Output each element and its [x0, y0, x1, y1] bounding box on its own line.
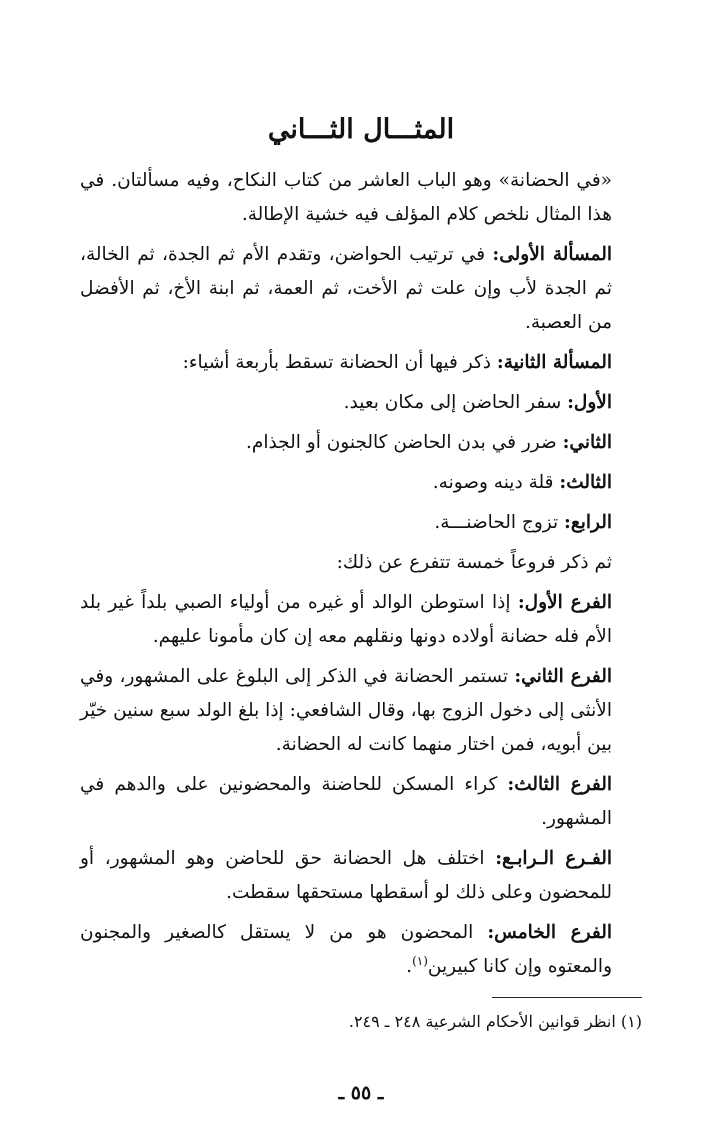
paragraph-issue-two: [80, 346, 642, 380]
paragraph-term: الفرع الأول:: [517, 592, 612, 613]
paragraph-text: اختلف هل الحضانة حق للحاضن وهو المشهور، أو للمحضون وعلى ذلك لو أسقطها مستحقها سقطت.: [80, 848, 612, 903]
paragraph-text: قلة دينه وصونه.: [432, 472, 554, 493]
paragraph-text: سفر الحاضن إلى مكان بعيد.: [343, 392, 562, 413]
paragraph-branch-two: [80, 660, 642, 762]
footnote: (١) انظر قوانين الأحكام الشرعية ٢٤٨ ـ ٢٤٩.: [348, 1012, 642, 1031]
paragraph-end: .: [406, 956, 413, 977]
page-title: المثـــال الثـــاني: [267, 114, 455, 145]
paragraph-intro: [80, 164, 642, 232]
paragraph-branches-intro: [80, 546, 642, 580]
paragraph-branch-four: [80, 842, 642, 910]
paragraph-text: المحضون هو من لا يستقل كالصغير والمجنون والمعتوه وإن كانا كبيرين: [80, 922, 612, 977]
paragraph-term: المسألة الأولى:: [492, 244, 612, 265]
paragraph-issue-one: [80, 238, 642, 340]
paragraph-term: الثالث:: [559, 472, 612, 493]
paragraph-text: «في الحضانة» وهو الباب العاشر من كتاب النكاح، وفيه مسألتان. في هذا المثال نلخص كلام المؤلف فيه خشية الإطالة.: [80, 170, 612, 225]
paragraph-first: [80, 386, 642, 420]
paragraph-fourth: [80, 506, 642, 540]
paragraph-text: إذا استوطن الوالد أو غيره من أولياء الصبي بلداً غير بلد الأم فله حضانة أولاده دونها ونقلهم معه إن كان مأمونا عليهم.: [80, 592, 612, 647]
paragraph-text: ضرر في بدن الحاضن كالجنون أو الجذام.: [245, 432, 557, 453]
footnote-marker[interactable]: (١): [412, 953, 428, 968]
paragraph-text: تستمر الحضانة في الذكر إلى البلوغ على المشهور، وفي الأنثى إلى دخول الزوج بها، وقال الشافعي: إذا بلغ الولد سبع سنين خيّر بين أبويه، فمن اختار منهما كانت له الحضانة.: [80, 666, 612, 755]
paragraph-term: المسألة الثانية:: [496, 352, 612, 373]
paragraph-text: كراء المسكن للحاضنة والمحضونين على والدهم في المشهور.: [80, 774, 612, 829]
paragraph-text: ذكر فيها أن الحضانة تسقط بأربعة أشياء:: [182, 352, 492, 373]
paragraph-term: الفرع الثالث:: [507, 774, 613, 795]
page-number: ـ ٥٥ ـ: [338, 1082, 384, 1104]
footnote-divider: [492, 997, 642, 998]
paragraph-second: [80, 426, 642, 460]
paragraph-term: الرابع:: [564, 512, 612, 533]
paragraph-term: الثاني:: [562, 432, 612, 453]
book-page: [80, 0, 642, 1136]
paragraph-text: في ترتيب الحواضن، وتقدم الأم ثم الجدة، ثم الخالة، ثم الجدة لأب وإن علت ثم الأخت، ثم العمة، ثم ابنة الأخ، ثم الأفضل من العصبة.: [80, 244, 612, 333]
paragraph-text: تزوج الحاضنـــة.: [434, 512, 559, 533]
paragraph-term: الأول:: [567, 392, 612, 413]
paragraph-third: [80, 466, 642, 500]
paragraph-branch-five: [80, 916, 642, 984]
paragraph-branch-one: [80, 586, 642, 654]
paragraph-term: الفرع الخامس:: [487, 922, 612, 943]
paragraph-term: الفرع الثاني:: [514, 666, 612, 687]
paragraph-branch-three: [80, 768, 642, 836]
paragraph-text: ثم ذكر فروعاً خمسة تتفرع عن ذلك:: [336, 552, 612, 573]
page-body: [80, 164, 642, 990]
paragraph-term: الفـرع الـرابـع:: [495, 848, 612, 869]
